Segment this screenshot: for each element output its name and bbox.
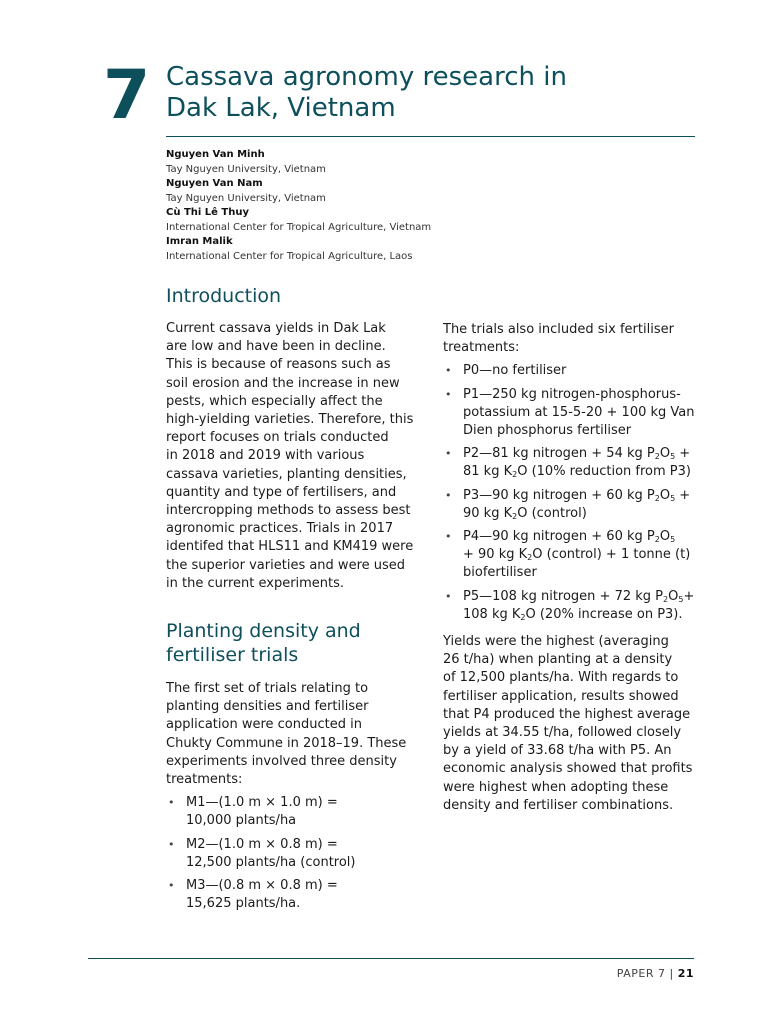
list-item bbox=[443, 445, 701, 481]
text-line: 108 kg $K_2O$ (20% increase on P3). bbox=[463, 606, 683, 622]
text-line: treatments: bbox=[443, 340, 520, 356]
author-affiliation: Tay Nguyen University, Vietnam bbox=[166, 163, 326, 175]
introduction-paragraph bbox=[166, 320, 426, 593]
text-line: 10,000 plants/ha bbox=[186, 813, 297, 829]
list-item bbox=[166, 836, 426, 872]
chapter-title-line: Dak Lak, Vietnam bbox=[166, 93, 396, 123]
text-line: that P4 produced the highest average bbox=[443, 706, 691, 722]
footer-separator: | bbox=[669, 967, 674, 980]
text-line: agronomic practices. Trials in 2017 bbox=[166, 521, 394, 537]
planting-paragraph bbox=[166, 680, 426, 789]
text-line: density and fertiliser combinations. bbox=[443, 797, 674, 813]
text-line: are low and have been in decline. bbox=[166, 339, 386, 355]
text-line: biofertiliser bbox=[463, 565, 537, 581]
text-line: quantity and type of fertilisers, and bbox=[166, 484, 397, 500]
text-line: by a yield of 33.68 t/ha with P5. An bbox=[443, 743, 672, 759]
text-line: pests, which especially affect the bbox=[166, 393, 383, 409]
text-line: Chukty Commune in 2018–19. These bbox=[166, 735, 407, 751]
list-item bbox=[443, 588, 701, 624]
text-line: high-yielding varieties. Therefore, this bbox=[166, 412, 414, 428]
page-number: 21 bbox=[677, 967, 694, 980]
text-line: in 2018 and 2019 with various bbox=[166, 448, 365, 464]
fertiliser-intro bbox=[443, 321, 701, 357]
text-line: Yields were the highest (averaging bbox=[443, 634, 669, 650]
author-list bbox=[166, 148, 526, 264]
list-item bbox=[443, 528, 701, 583]
text-line: treatments: bbox=[166, 772, 243, 788]
bullet-icon: • bbox=[168, 837, 175, 851]
text-line: in the current experiments. bbox=[166, 575, 345, 591]
introduction-heading: Introduction bbox=[166, 285, 282, 307]
text-line: P5—108 kg nitrogen + 72 kg $P_2O_5+$ bbox=[463, 588, 695, 604]
planting-heading bbox=[166, 619, 426, 667]
text-line: P1—250 kg nitrogen-phosphorus- bbox=[463, 386, 681, 402]
text-line: 90 kg $K_2O$ (control) bbox=[463, 505, 587, 521]
text-line: the superior varieties and were used bbox=[166, 557, 406, 573]
author-name: Imran Malik bbox=[166, 236, 233, 247]
bullet-icon: • bbox=[445, 488, 452, 502]
text-line: 12,500 plants/ha (control) bbox=[186, 854, 356, 870]
left-column bbox=[166, 284, 426, 913]
text-line: application were conducted in bbox=[166, 717, 362, 733]
author-affiliation: International Center for Tropical Agriculture, Vietnam bbox=[166, 221, 432, 233]
text-line: were highest when adopting these bbox=[443, 779, 669, 795]
text-line: This is because of reasons such as bbox=[166, 357, 391, 373]
text-line: potassium at 15-5-20 + 100 kg Van bbox=[463, 404, 695, 420]
text-line: intercropping methods to assess best bbox=[166, 503, 411, 519]
author-name: Nguyen Van Minh bbox=[166, 149, 265, 160]
list-item bbox=[166, 877, 426, 913]
text-line: 81 kg $K_2O$ (10% reduction from P3) bbox=[463, 464, 691, 480]
bullet-icon: • bbox=[445, 364, 452, 378]
text-line: yields at 34.55 t/ha, followed closely bbox=[443, 725, 682, 741]
page-footer bbox=[617, 966, 694, 982]
right-column bbox=[443, 321, 701, 815]
text-line: P2—81 kg nitrogen + 54 kg $P_2O_5$ + bbox=[463, 446, 691, 462]
author-name: Cù Thi Lê Thuy bbox=[166, 207, 250, 218]
text-line: economic analysis showed that profits bbox=[443, 761, 693, 777]
footer-label: PAPER 7 bbox=[616, 967, 666, 980]
text-line: identifed that HLS11 and KM419 were bbox=[166, 539, 414, 555]
bullet-icon: • bbox=[168, 879, 175, 893]
bullet-icon: • bbox=[445, 530, 452, 544]
bullet-icon: • bbox=[445, 589, 452, 603]
results-paragraph bbox=[443, 633, 701, 815]
text-line: Dien phosphorus fertiliser bbox=[463, 423, 632, 439]
bullet-icon: • bbox=[168, 796, 175, 810]
author-name: Nguyen Van Nam bbox=[166, 178, 263, 189]
text-line: The trials also included six fertiliser bbox=[443, 322, 674, 337]
list-item bbox=[443, 362, 701, 380]
text-line: 26 t/ha) when planting at a density bbox=[443, 652, 673, 668]
chapter-title bbox=[166, 62, 626, 124]
text-line: 15,625 plants/ha. bbox=[186, 896, 301, 912]
text-line: of 12,500 plants/ha. With regards to bbox=[443, 670, 679, 686]
chapter-number: 7 bbox=[103, 56, 149, 135]
text-line: cassava varieties, planting densities, bbox=[166, 466, 407, 482]
list-item bbox=[443, 487, 701, 523]
fertiliser-treatment-list bbox=[443, 362, 701, 624]
chapter-title-line: Cassava agronomy research in bbox=[166, 62, 567, 92]
footer-divider bbox=[88, 958, 694, 959]
text-line: M1—(1.0 m × 1.0 m) = bbox=[186, 795, 338, 811]
heading-line: fertiliser trials bbox=[166, 644, 299, 667]
text-line: planting densities and fertiliser bbox=[166, 699, 369, 715]
text-line: report focuses on trials conducted bbox=[166, 430, 389, 446]
list-item bbox=[166, 794, 426, 830]
text-line: experiments involved three density bbox=[166, 753, 397, 769]
text-line: The first set of trials relating to bbox=[166, 681, 369, 697]
list-item bbox=[443, 386, 701, 441]
author-affiliation: Tay Nguyen University, Vietnam bbox=[166, 192, 326, 204]
text-line: soil erosion and the increase in new bbox=[166, 375, 400, 391]
heading-line: Planting density and bbox=[166, 620, 361, 643]
text-line: Current cassava yields in Dak Lak bbox=[166, 321, 386, 336]
density-treatment-list bbox=[166, 794, 426, 913]
text-line: P3—90 kg nitrogen + 60 kg $P_2O_5$ + bbox=[463, 487, 691, 503]
text-line: fertiliser application, results showed bbox=[443, 688, 679, 704]
text-line: + 90 kg $K_2O$ (control) + 1 tonne (t) bbox=[463, 547, 691, 563]
text-line: P4—90 kg nitrogen + 60 kg $P_2O_5$ bbox=[463, 529, 676, 545]
text-line: P0—no fertiliser bbox=[463, 363, 567, 379]
author-affiliation: International Center for Tropical Agriculture, Laos bbox=[166, 250, 413, 262]
bullet-icon: • bbox=[445, 387, 452, 401]
bullet-icon: • bbox=[445, 447, 452, 461]
text-line: M2—(1.0 m × 0.8 m) = bbox=[186, 836, 338, 852]
title-divider bbox=[166, 136, 695, 137]
text-line: M3—(0.8 m × 0.8 m) = bbox=[186, 878, 338, 894]
